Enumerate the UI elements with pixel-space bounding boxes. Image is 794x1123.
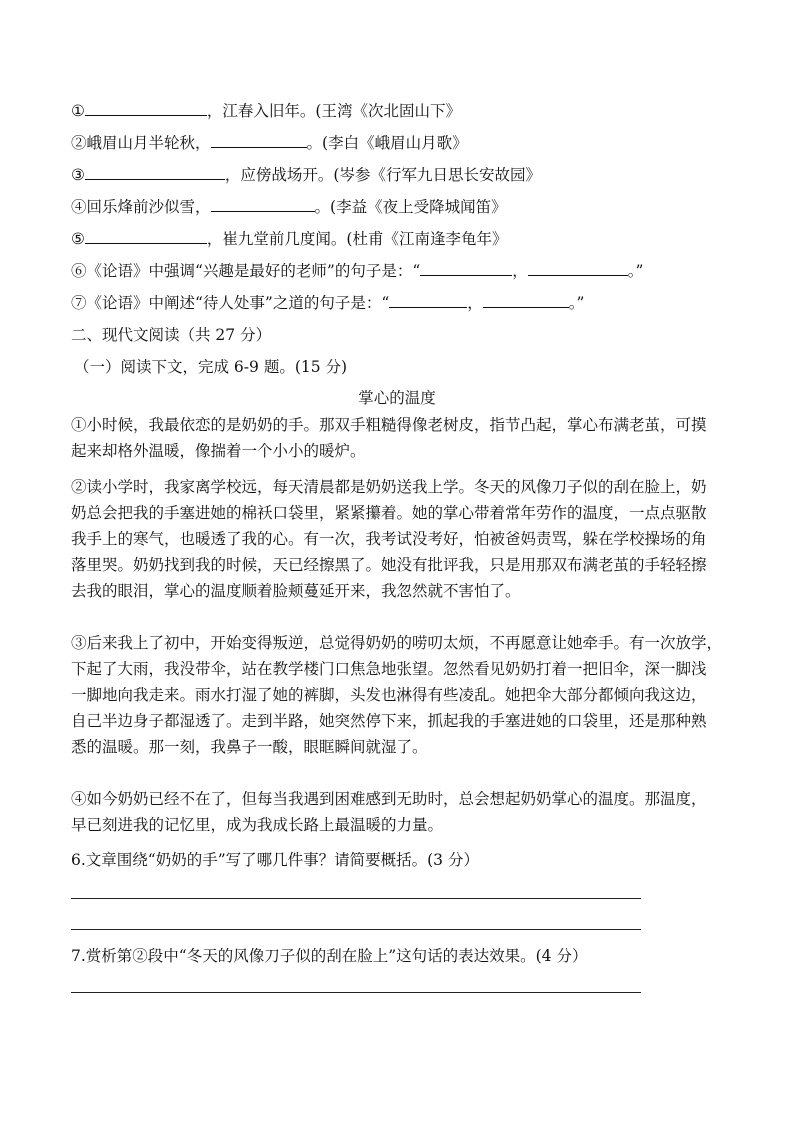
- poetry-q2-prefix: ②峨眉山月半轮秋，: [71, 134, 211, 152]
- poetry-q2-suffix: 。(李白《峨眉山月歌》: [306, 134, 468, 152]
- poetry-q7-suffix: 。”: [568, 294, 585, 312]
- article-title: 掌心的温度: [358, 389, 436, 407]
- poetry-q2: [71, 131, 468, 155]
- paragraph-line: 早已刻进我的记忆里，成为我成长路上最温暖的力量。: [71, 816, 444, 834]
- paragraph-line: 悉的温暖。那一刻，我鼻子一酸，眼眶瞬间就湿了。: [71, 738, 428, 756]
- poetry-q6-blank-1[interactable]: [420, 259, 512, 276]
- poetry-q6-separator: ，: [512, 262, 528, 280]
- poetry-q1: [71, 99, 461, 123]
- poetry-q4: [71, 195, 507, 219]
- paragraph-line: ①小时候，我最依恋的是奶奶的手。那双手粗糙得像老树皮，指节凸起，掌心布满老茧，可摸: [71, 416, 707, 434]
- answer-line-q6-1[interactable]: [71, 898, 641, 899]
- poetry-q1-prefix: ①: [71, 102, 85, 120]
- poetry-q2-blank[interactable]: [211, 131, 307, 148]
- poetry-q6-blank-2[interactable]: [528, 259, 628, 276]
- paragraph-line: 奶总会把我的手塞进她的棉袄口袋里，紧紧攥着。她的掌心带着常年劳作的温度，一点点驱散: [71, 504, 707, 522]
- poetry-q3-prefix: ③: [71, 166, 85, 184]
- article-paragraph-4: [71, 786, 723, 838]
- poetry-q5-blank[interactable]: [85, 227, 207, 244]
- poetry-q7-separator: ，: [467, 294, 483, 312]
- poetry-q4-prefix: ④回乐烽前沙似雪，: [71, 198, 211, 216]
- poetry-q3-suffix: ，应傍战场开。(岑参《行军九日思长安故园》: [224, 166, 541, 184]
- poetry-q5-suffix: ，崔九堂前几度闻。(杜甫《江南逢李龟年》: [206, 230, 508, 248]
- section-sub-heading: （一）阅读下文，完成 6-9 题。(15 分): [74, 358, 348, 376]
- poetry-q7-prefix: ⑦《论语》中阐述“待人处事”之道的句子是：“: [71, 294, 390, 312]
- paragraph-line: 一脚地向我走来。雨水打湿了她的裤脚，头发也淋得有些凌乱。她把伞大部分都倾向我这边，: [71, 686, 707, 704]
- poetry-q7-blank-1[interactable]: [389, 291, 467, 308]
- paragraph-line: ②读小学时，我家离学校远，每天清晨都是奶奶送我上学。冬天的风像刀子似的刮在脸上，奶: [71, 478, 707, 496]
- article-paragraph-1: [71, 412, 723, 464]
- paragraph-line: ③后来我上了初中，开始变得叛逆，总觉得奶奶的唠叨太烦，不再愿意让她牵手。有一次放学，: [71, 634, 723, 652]
- section-heading: 二、现代文阅读（共 27 分）: [71, 326, 272, 344]
- answer-line-q6-2[interactable]: [71, 929, 641, 930]
- paragraph-line: 去我的眼泪，掌心的温度顺着脸颊蔓延开来，我忽然就不害怕了。: [71, 582, 521, 600]
- poetry-q1-blank[interactable]: [85, 99, 207, 116]
- article-paragraph-3: [71, 630, 723, 760]
- paragraph-line: 下起了大雨，我没带伞，站在教学楼门口焦急地张望。忽然看见奶奶打着一把旧伞，深一脚浅: [71, 660, 707, 678]
- poetry-q3: [71, 163, 541, 187]
- poetry-q6-prefix: ⑥《论语》中强调“兴趣是最好的老师”的句子是：“: [71, 262, 421, 280]
- paragraph-line: 我手上的寒气，也暖透了我的心。有一次，我考试没考好，怕被爸妈责骂，躲在学校操场的角: [71, 530, 707, 548]
- poetry-q7-blank-2[interactable]: [483, 291, 569, 308]
- paragraph-line: ④如今奶奶已经不在了，但每当我遇到困难感到无助时，总会想起奶奶掌心的温度。那温度，: [71, 790, 707, 808]
- answer-line-q7-1[interactable]: [71, 992, 641, 993]
- poetry-q1-suffix: ，江春入旧年。(王湾《次北固山下》: [206, 102, 461, 120]
- poetry-q4-suffix: 。(李益《夜上受降城闻笛》: [314, 198, 507, 216]
- question-7: 7.赏析第②段中“冬天的风像刀子似的刮在脸上”这句话的表达效果。(4 分）: [71, 947, 588, 965]
- article-paragraph-2: [71, 474, 723, 604]
- poetry-q5: [71, 227, 507, 251]
- poetry-q4-blank[interactable]: [211, 195, 315, 212]
- poetry-q6-suffix: 。”: [627, 262, 644, 280]
- paragraph-line: 自己半边身子都湿透了。走到半路，她突然停下来，抓起我的手塞进她的口袋里，还是那种熟: [71, 712, 707, 730]
- poetry-q6: [71, 259, 643, 283]
- question-6: 6.文章围绕“奶奶的手”写了哪几件事？请简要概括。(3 分）: [71, 851, 479, 869]
- poetry-q7: [71, 291, 584, 315]
- poetry-q3-blank[interactable]: [85, 163, 225, 180]
- paragraph-line: 起来却格外温暖，像揣着一个小小的暖炉。: [71, 442, 366, 460]
- poetry-q5-prefix: ⑤: [71, 230, 85, 248]
- paragraph-line: 落里哭。奶奶找到我的时候，天已经擦黑了。她没有批评我，只是用那双布满老茧的手轻轻擦: [71, 556, 707, 574]
